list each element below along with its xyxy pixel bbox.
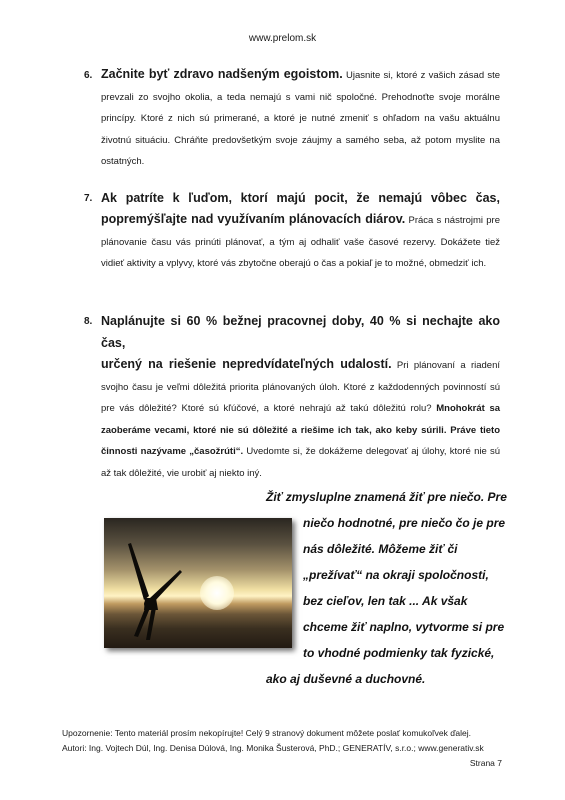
sunset-cartwheel-photo	[104, 518, 292, 648]
cartwheel-silhouette	[104, 518, 292, 648]
footer-authors: Autori: Ing. Vojtech Dúl, Ing. Denisa Dúlová, Ing. Monika Šusterová, PhD.; GENERATÍV, s.r.o.; www.generativ.sk	[62, 743, 484, 753]
quote-line-6: chceme žiť naplno, vytvorme si pre	[303, 620, 505, 634]
item-heading-line2: určený na riešenie nepredvídateľných udalostí.	[101, 357, 392, 371]
item-text-emphasis: Mnohokrát sa zaoberáme vecami, ktoré nie sú dôležité a riešime ich tak, ako keby súrili. Práve tieto činnosti nazývame „časožrúti“.	[101, 403, 501, 457]
list-item-6	[84, 64, 500, 173]
quote-line-8: ako aj duševné a duchovné.	[266, 672, 426, 686]
quote-line-5: bez cieľov, len tak ... Ak však	[303, 594, 468, 608]
item-text-1: Pri plánovaní a riadení svojho času je veľmi dôležitá priorita plánovaných úloh. Ktoré z každodenných povinností sú pre vás dôležité? Ktoré sú kľúčové, a ktoré nehrajú až takú dôležitú rolu?	[101, 360, 500, 414]
item-heading-line1: Ak patríte k ľuďom, ktorí majú pocit, že nemajú vôbec čas,	[101, 191, 500, 205]
list-item-8	[84, 310, 500, 484]
item-heading-line1: Naplánujte si 60 % bežnej pracovnej doby, 40 % si nechajte ako čas,	[101, 314, 500, 350]
item-text: Ujasnite si, ktoré z vašich zásad ste prevzali zo svojho okolia, a teda nemajú s vami nič spoločné. Prehodnoťte svoje morálne princípy. Ktoré z nich sú primerané, a ktoré je nutné zmeniť s ohľadom na vašu aktuálnu životnú situáciu. Chráňte predovšetkým svoje záujmy a samého seba, až potom myslite na ostatných.	[101, 70, 500, 167]
list-item-7	[84, 187, 500, 275]
quote-line-4: „prežívať“ na okraji spoločnosti,	[303, 568, 489, 582]
quote-line-1: Žiť zmysluplne znamená žiť pre niečo. Pre	[266, 490, 507, 504]
item-number: 7.	[84, 193, 93, 204]
page-header-site: www.prelom.sk	[248, 33, 317, 44]
item-number: 6.	[84, 70, 93, 81]
quote-line-2: niečo hodnotné, pre niečo čo je pre	[303, 516, 506, 530]
page-number: Strana 7	[469, 758, 502, 768]
item-text: Práca s nástrojmi pre plánovanie času vás prinúti plánovať, a tým aj odhaliť vaše časové rezervy. Dokážete tiež vidieť aktivity a vplyvy, ktoré vás zbytočne oberajú o čas a pokiaľ je to možné, obmedziť ich.	[101, 215, 500, 269]
quote-line-3: nás dôležité. Môžeme žiť či	[303, 542, 458, 556]
item-heading: Začnite byť zdravo nadšeným egoistom.	[101, 67, 343, 81]
quote-line-7: to vhodné podmienky tak fyzické,	[303, 646, 495, 660]
item-number: 8.	[84, 316, 93, 327]
footer-notice: Upozornenie: Tento materiál prosím nekopírujte! Celý 9 stranový dokument môžete poslať komukoľvek ďalej.	[62, 728, 472, 738]
item-text-2: Uvedomte si, že dokážeme delegovať aj úlohy, ktoré nie sú až tak dôležité, vie urobiť aj niekto iný.	[101, 446, 500, 479]
item-heading-line2: popremýšľajte nad využívaním plánovacích diárov.	[101, 212, 406, 226]
